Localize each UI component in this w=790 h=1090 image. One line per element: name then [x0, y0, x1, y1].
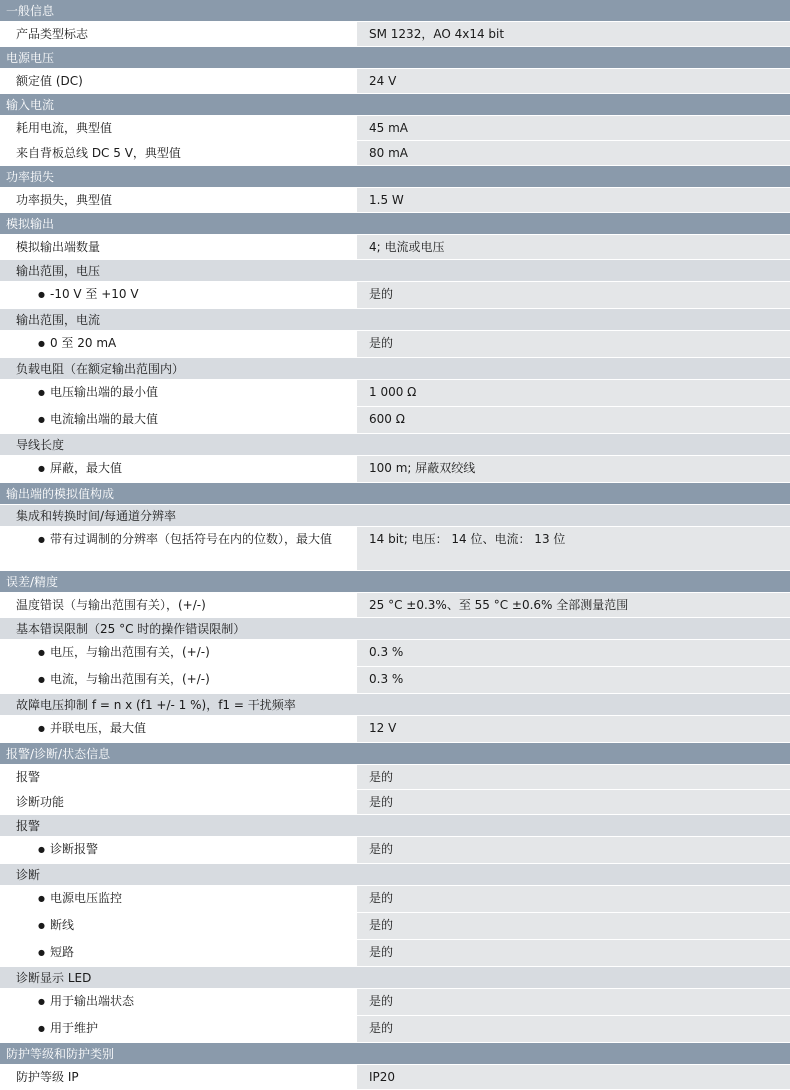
spec-label-cell [0, 1065, 357, 1089]
spec-value: 1.5 W [357, 188, 790, 212]
section-title: 误差/精度 [6, 575, 59, 589]
spec-label-cell [0, 765, 357, 789]
section-header [0, 213, 790, 235]
spec-row [0, 593, 790, 618]
spec-row [0, 667, 790, 694]
spec-row [0, 940, 790, 967]
subsection-title: 诊断显示 LED [16, 971, 92, 985]
spec-label: -10 V 至 +10 V [49, 287, 139, 301]
spec-label: 0 至 20 mA [49, 336, 117, 350]
spec-label: 耗用电流，典型值 [16, 121, 113, 135]
spec-label: 带有过调制的分辨率（包括符号在内的位数），最大值 [49, 532, 332, 546]
spec-row [0, 837, 790, 864]
spec-label: 用于维护 [49, 1021, 98, 1035]
subsection-header [0, 815, 790, 837]
section-header [0, 166, 790, 188]
spec-row [0, 331, 790, 358]
section-header [0, 571, 790, 593]
spec-label: 防护等级 IP [16, 1070, 79, 1084]
spec-row [0, 765, 790, 790]
spec-label-cell [0, 716, 357, 742]
bullet-icon [38, 918, 50, 932]
spec-label: 产品类型标志 [16, 27, 89, 41]
spec-value: 是的 [357, 331, 790, 357]
spec-label: 用于输出端状态 [49, 994, 134, 1008]
spec-label-cell [0, 235, 357, 259]
spec-value: 600 Ω [357, 407, 790, 433]
subsection-header [0, 694, 790, 716]
spec-row [0, 116, 790, 141]
bullet-icon [38, 645, 50, 659]
section-header [0, 483, 790, 505]
subsection-title: 报警 [16, 819, 41, 833]
spec-value: SM 1232，AO 4x14 bit [357, 22, 790, 46]
spec-label-cell [0, 456, 357, 482]
subsection-title: 集成和转换时间/每通道分辨率 [16, 509, 177, 523]
spec-row [0, 456, 790, 483]
bullet-icon [38, 287, 50, 301]
section-title: 电源电压 [6, 51, 55, 65]
spec-label-cell [0, 69, 357, 93]
spec-label: 电压，与输出范围有关，(+/-) [49, 645, 210, 659]
spec-row [0, 235, 790, 260]
spec-label: 并联电压，最大值 [49, 721, 146, 735]
spec-label: 温度错误（与输出范围有关），(+/-) [16, 598, 206, 612]
spec-label: 诊断报警 [49, 842, 98, 856]
section-header [0, 743, 790, 765]
section-title: 报警/诊断/状态信息 [6, 747, 111, 761]
spec-row [0, 22, 790, 47]
spec-value: 80 mA [357, 141, 790, 165]
spec-label: 电流输出端的最大值 [49, 412, 158, 426]
subsection-header [0, 864, 790, 886]
spec-label-cell [0, 116, 357, 140]
bullet-icon [38, 994, 50, 1008]
section-title: 输出端的模拟值构成 [6, 487, 115, 501]
bullet-icon [38, 1021, 50, 1035]
spec-value: 是的 [357, 1016, 790, 1042]
spec-label: 来自背板总线 DC 5 V，典型值 [16, 146, 181, 160]
section-header [0, 1043, 790, 1065]
subsection-title: 输出范围，电压 [16, 264, 101, 278]
spec-label-cell [0, 1016, 357, 1042]
section-header [0, 0, 790, 22]
section-title: 功率损失 [6, 170, 55, 184]
spec-label: 短路 [49, 945, 74, 959]
section-title: 防护等级和防护类别 [6, 1047, 115, 1061]
spec-label-cell [0, 667, 357, 693]
spec-value: 是的 [357, 940, 790, 966]
section-title: 模拟输出 [6, 217, 55, 231]
spec-value: 0.3 % [357, 640, 790, 666]
spec-value: 是的 [357, 282, 790, 308]
spec-label: 诊断功能 [16, 795, 65, 809]
subsection-title: 导线长度 [16, 438, 65, 452]
spec-row [0, 188, 790, 213]
spec-label-cell [0, 940, 357, 966]
spec-label-cell [0, 380, 357, 406]
subsection-header [0, 309, 790, 331]
spec-row [0, 640, 790, 667]
bullet-icon [38, 532, 50, 546]
spec-value: 12 V [357, 716, 790, 742]
spec-label: 额定值 (DC) [16, 74, 83, 88]
spec-row [0, 913, 790, 940]
spec-value: 1 000 Ω [357, 380, 790, 406]
spec-label-cell [0, 188, 357, 212]
bullet-icon [38, 336, 50, 350]
spec-value: 45 mA [357, 116, 790, 140]
spec-label-cell [0, 886, 357, 912]
section-header [0, 47, 790, 69]
spec-value: 0.3 % [357, 667, 790, 693]
subsection-title: 诊断 [16, 868, 41, 882]
spec-row [0, 989, 790, 1016]
subsection-header [0, 434, 790, 456]
section-header [0, 94, 790, 116]
spec-label-cell [0, 22, 357, 46]
spec-row [0, 1016, 790, 1043]
subsection-header [0, 967, 790, 989]
spec-value: 是的 [357, 886, 790, 912]
spec-row [0, 886, 790, 913]
spec-row [0, 141, 790, 166]
bullet-icon [38, 842, 50, 856]
spec-label-cell [0, 989, 357, 1015]
subsection-title: 基本错误限制（25 °C 时的操作错误限制） [16, 622, 246, 636]
spec-row [0, 407, 790, 434]
spec-value: 14 bit; 电压： 14 位、电流： 13 位 [357, 527, 790, 570]
spec-label: 断线 [49, 918, 74, 932]
spec-value: 是的 [357, 913, 790, 939]
spec-label-cell [0, 141, 357, 165]
spec-label: 报警 [16, 770, 41, 784]
spec-label-cell [0, 837, 357, 863]
spec-label: 电流，与输出范围有关，(+/-) [49, 672, 210, 686]
spec-row [0, 380, 790, 407]
spec-value: 25 °C ±0.3%、至 55 °C ±0.6% 全部测量范围 [357, 593, 790, 617]
bullet-icon [38, 461, 50, 475]
spec-label: 电压输出端的最小值 [49, 385, 158, 399]
spec-value: 4; 电流或电压 [357, 235, 790, 259]
spec-label-cell [0, 593, 357, 617]
spec-row [0, 1065, 790, 1090]
spec-value: IP20 [357, 1065, 790, 1089]
spec-value: 100 m; 屏蔽双绞线 [357, 456, 790, 482]
spec-row [0, 69, 790, 94]
subsection-header [0, 358, 790, 380]
spec-label: 模拟输出端数量 [16, 240, 101, 254]
spec-value: 是的 [357, 765, 790, 789]
spec-label: 电源电压监控 [49, 891, 122, 905]
spec-label: 功率损失，典型值 [16, 193, 113, 207]
spec-value: 是的 [357, 837, 790, 863]
bullet-icon [38, 412, 50, 426]
bullet-icon [38, 672, 50, 686]
section-title: 输入电流 [6, 98, 55, 112]
spec-label-cell [0, 407, 357, 433]
spec-label-cell [0, 282, 357, 308]
spec-label: 屏蔽，最大值 [49, 461, 122, 475]
subsection-header [0, 618, 790, 640]
spec-row [0, 527, 790, 571]
spec-row [0, 282, 790, 309]
subsection-title: 负载电阻（在额定输出范围内） [16, 362, 185, 376]
spec-row [0, 716, 790, 743]
spec-value: 是的 [357, 989, 790, 1015]
spec-value: 是的 [357, 790, 790, 814]
spec-label-cell [0, 640, 357, 666]
spec-value: 24 V [357, 69, 790, 93]
section-title: 一般信息 [6, 4, 55, 18]
subsection-title: 故障电压抑制 f = n x (f1 +/- 1 %)，f1 = 干扰频率 [16, 698, 296, 712]
spec-label-cell [0, 913, 357, 939]
spec-label-cell [0, 331, 357, 357]
bullet-icon [38, 891, 50, 905]
bullet-icon [38, 945, 50, 959]
subsection-title: 输出范围，电流 [16, 313, 101, 327]
bullet-icon [38, 385, 50, 399]
subsection-header [0, 260, 790, 282]
subsection-header [0, 505, 790, 527]
spec-row [0, 790, 790, 815]
spec-label-cell [0, 527, 357, 570]
spec-label-cell [0, 790, 357, 814]
bullet-icon [38, 721, 50, 735]
